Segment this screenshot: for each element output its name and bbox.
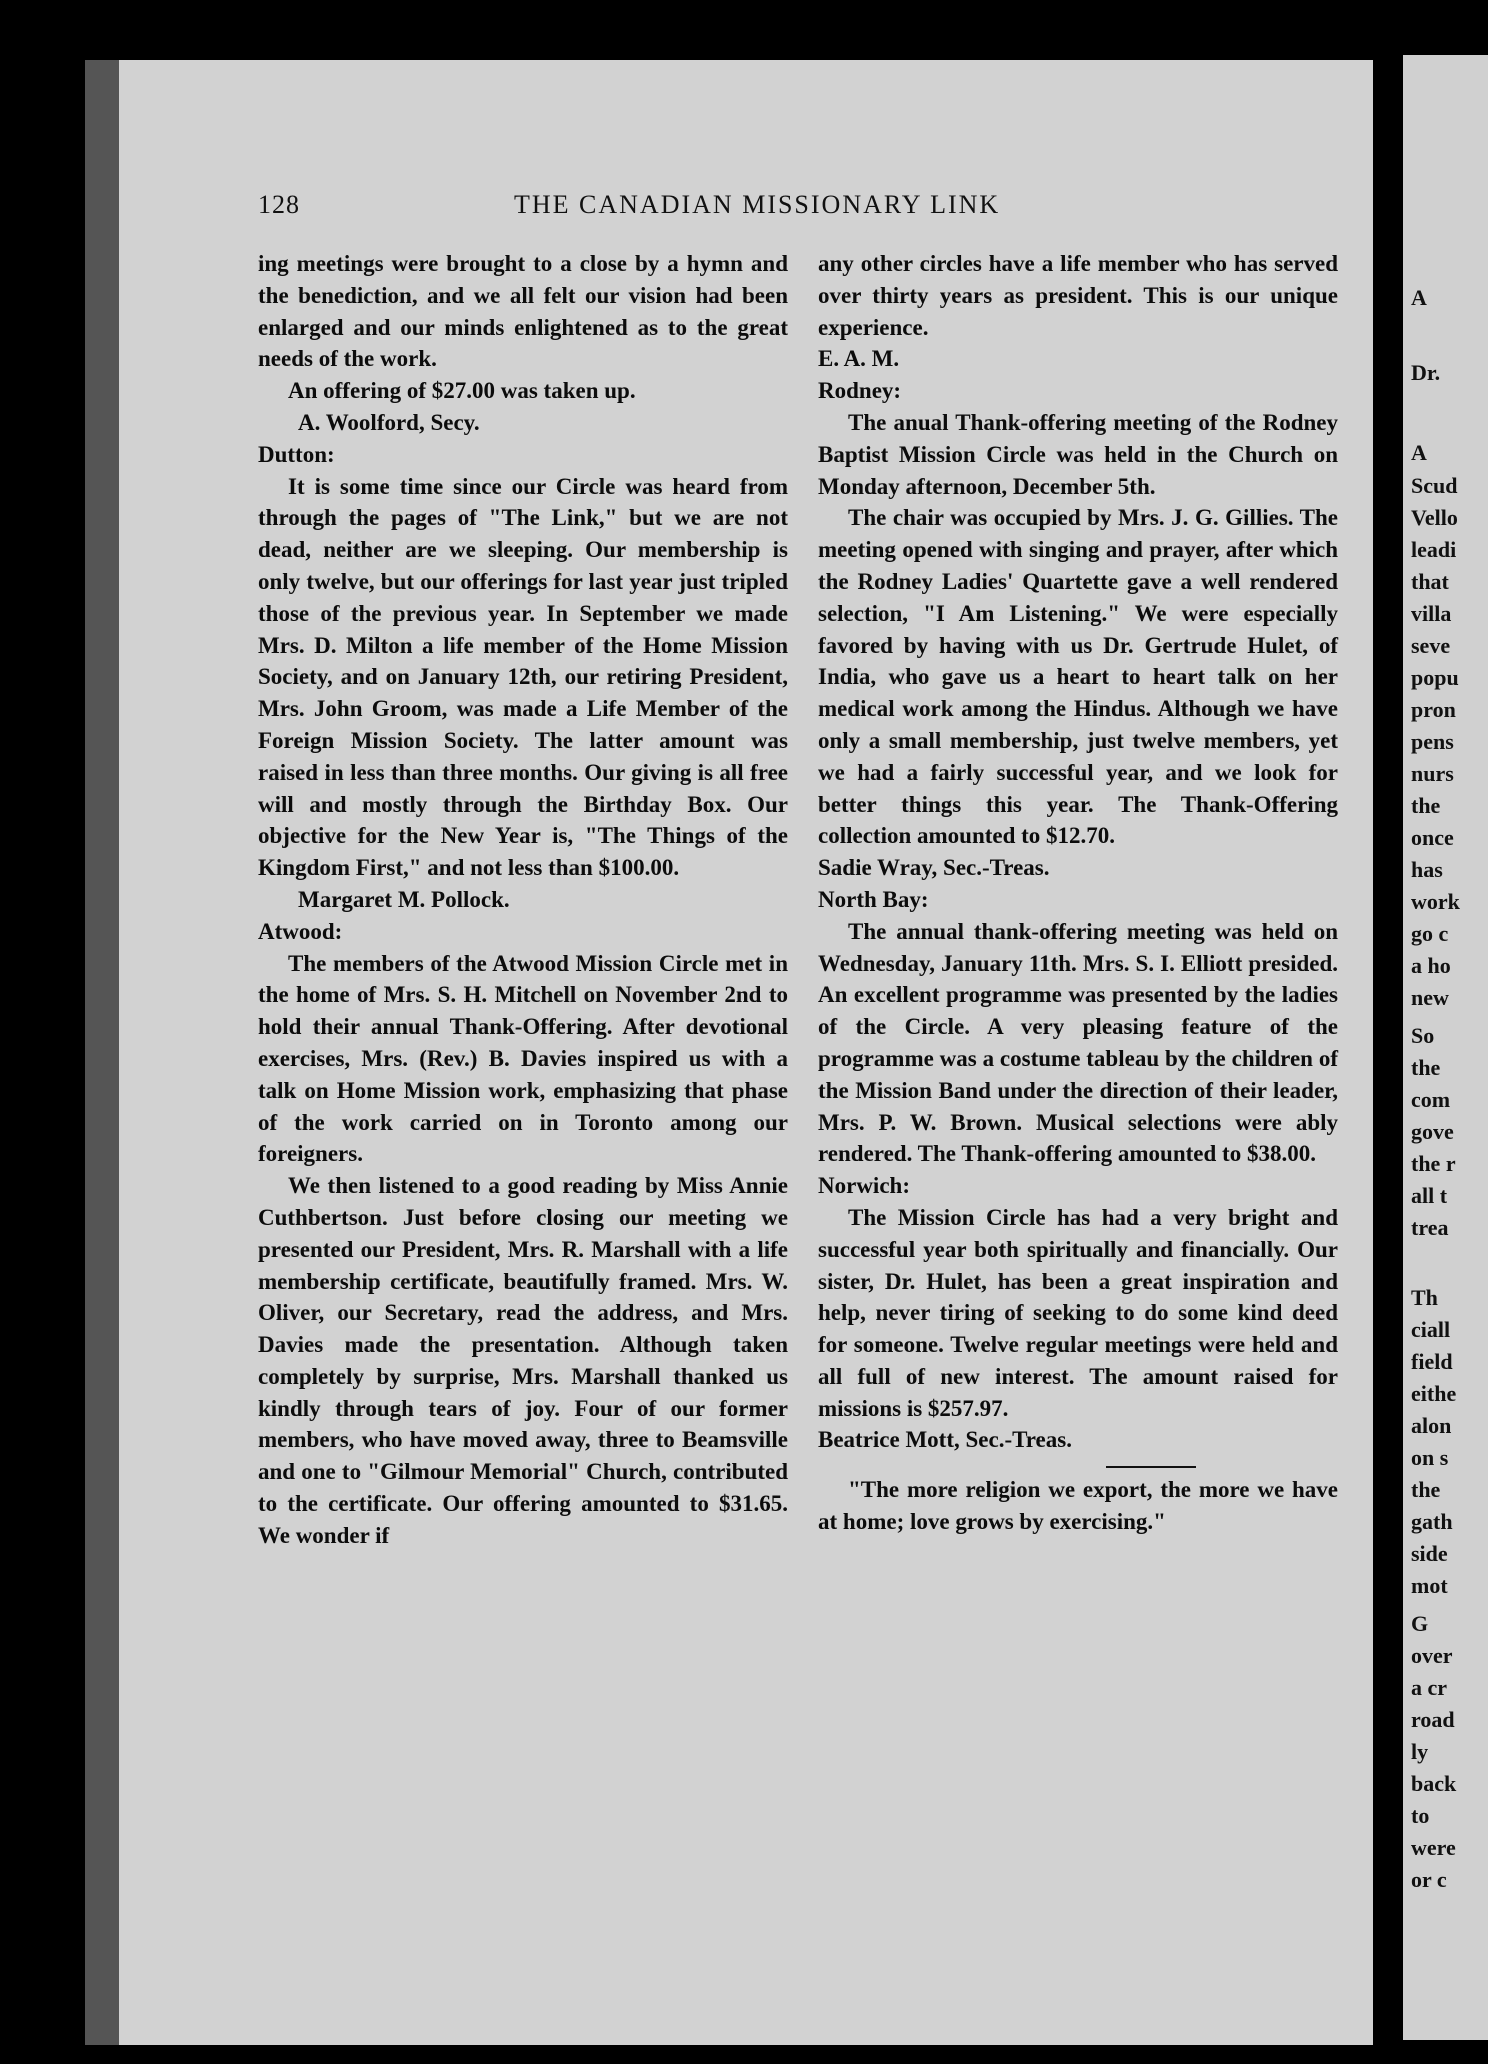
next-page-fragment: Vello [1411,505,1458,530]
next-page-fragment: nurs [1411,761,1454,786]
section-heading-north-bay: North Bay: [818,886,929,912]
next-page-fragment: villa [1411,601,1452,626]
next-page-fragment: gove [1411,1119,1454,1144]
next-page-fragment: mot [1411,1573,1448,1598]
journal-title: THE CANADIAN MISSIONARY LINK [514,190,1001,219]
next-page-edge [1403,55,1488,2040]
next-page-fragment: A [1411,440,1427,465]
next-page-fragment: go c [1411,921,1449,946]
next-page-fragment: the r [1411,1151,1456,1176]
signature-wray: Sadie Wray, Sec.-Treas. [818,855,1050,881]
next-page-fragment: A [1411,285,1427,310]
next-page-fragment: ly [1411,1739,1429,1764]
divider-rule [1106,1466,1196,1468]
next-page-fragment: seve [1411,633,1451,658]
rodney-report-2: The chair was occupied by Mrs. J. G. Gillies. The meeting opened with singing and prayer, after which the Rodney Ladies' Quartette gave a well rendered selection, "I Am Listening." We were especially favored by having with us Dr. Gertrude Hulet, of India, who gave us a heart to heart talk on her medical work among the Hindus. Although we have only a small membership, just twelve members, yet we had a fairly successful year, and we look for better things this year. The Thank-Offering collection amounted to $12.70. [818,505,1338,849]
next-page-fragment: new [1411,985,1449,1010]
next-page-fragment: pens [1411,729,1454,754]
rodney-report-1: The anual Thank-offering meeting of the Rodney Baptist Mission Circle was held in the Church on Monday afternoon, December 5th. [818,409,1338,499]
page-number: 128 [258,190,300,219]
next-page-fragment: a cr [1411,1675,1448,1700]
next-page-fragment: alon [1411,1413,1452,1438]
signature-pollock: Margaret M. Pollock. [298,886,510,912]
continued-paragraph-right: any other circles have a life member who has served over thirty years as president. This is our unique experience. [818,251,1338,340]
next-page-fragment: the [1411,1055,1441,1080]
north-bay-report: The annual thank-offering meeting was held on Wednesday, January 11th. Mrs. S. I. Elliott presided. An excellent programme was presented by the ladies of the Circle. A very pleasing feature of the programme was a costume tableau by the children of the Mission Band under the direction of their leader, Mrs. P. W. Brown. Musical selections were ably rendered. The Thank-offering amounted to $38.00. [818,918,1338,1167]
next-page-fragment: side [1411,1541,1448,1566]
left-column [258,248,788,1552]
running-header [258,190,1338,226]
next-page-fragment: back [1411,1771,1457,1796]
next-page-fragment: to [1411,1803,1430,1828]
next-page-fragment: that [1411,569,1449,594]
dutton-report: It is some time since our Circle was heard from through the pages of "The Link," but we are not dead, neither are we sleeping. Our membership is only twelve, but our offerings for last year just tripled those of the previous year. In September we made Mrs. D. Milton a life member of the Home Mission Society, and on January 12th, our retiring President, Mrs. John Groom, was made a Life Member of the Foreign Mission Society. The latter amount was raised in less than three months. Our giving is all free will and mostly through the Birthday Box. Our objective for the New Year is, "The Things of the Kingdom First," and not less than $100.00. [258,473,788,881]
next-page-fragment: ciall [1411,1317,1451,1342]
next-page-fragment: were [1411,1835,1456,1860]
section-heading-rodney: Rodney: [818,378,902,404]
next-page-fragment: pron [1411,697,1456,722]
next-page-fragment: road [1411,1707,1455,1732]
signature-mott: Beatrice Mott, Sec.-Treas. [818,1427,1072,1453]
next-page-fragment: G [1411,1611,1429,1636]
section-heading-norwich: Norwich: [818,1173,910,1199]
next-page-fragment: work [1411,889,1460,914]
page-gutter [1373,0,1403,2064]
next-page-fragment: has [1411,857,1443,882]
next-page-fragment: or c [1411,1867,1447,1892]
atwood-report-1: The members of the Atwood Mission Circle met in the home of Mrs. S. H. Mitchell on November 2nd to hold their annual Thank-Offering. After devotional exercises, Mrs. (Rev.) B. Davies inspired us with a talk on Home Mission work, emphasizing that phase of the work carried on in Toronto among our foreigners. [258,950,788,1167]
signature-eam: E. A. M. [818,346,900,372]
next-page-fragment: the [1411,1477,1441,1502]
next-page-fragment: Th [1411,1285,1438,1310]
offering-line: An offering of $27.00 was taken up. [288,378,636,404]
next-page-fragment: leadi [1411,537,1457,562]
next-page-fragment: once [1411,825,1454,850]
next-page-fragment: eithe [1411,1381,1457,1406]
next-page-fragment: gath [1411,1509,1453,1534]
next-page-fragment: com [1411,1087,1451,1112]
next-page-fragment: over [1411,1643,1453,1668]
right-column [818,248,1338,1538]
section-heading-atwood: Atwood: [258,918,343,944]
next-page-fragment: on s [1411,1445,1449,1470]
next-page-fragment: all t [1411,1183,1448,1208]
atwood-report-2: We then listened to a good reading by Miss Annie Cuthbertson. Just before closing our meeting we presented our President, Mrs. R. Marshall with a life membership certificate, beautifully framed. Mrs. W. Oliver, our Secretary, read the address, and Mrs. Davies made the presentation. Although taken completely by surprise, Mrs. Marshall thanked us kindly through tears of joy. Four of our former members, who have moved away, three to Beamsville and one to "Gilmour Memorial" Church, contributed to the certificate. Our offering amounted to $31.65. We wonder if [258,1173,788,1548]
next-page-fragment: Scud [1411,473,1458,498]
continued-paragraph: ing meetings were brought to a close by a hymn and the benediction, and we all felt our vision had been enlarged and our minds enlightened as to the great needs of the work. [258,251,788,372]
book-binding [85,60,119,2045]
section-heading-dutton: Dutton: [258,441,335,467]
signature-woolford: A. Woolford, Secy. [298,409,480,435]
next-page-fragment: Dr. [1411,360,1441,385]
next-page-fragment: trea [1411,1215,1449,1240]
next-page-fragment: popu [1411,665,1459,690]
next-page-fragment: field [1411,1349,1453,1374]
next-page-fragment: the [1411,793,1441,818]
norwich-report: The Mission Circle has had a very bright and successful year both spiritually and financially. Our sister, Dr. Hulet, has been a great inspiration and help, never tiring of seeking to do some kind deed for someone. Twelve regular meetings were held and all full of new interest. The amount raised for missions is $257.97. [818,1204,1338,1421]
closing-quote: "The more religion we export, the more we have at home; love grows by exercising." [818,1477,1338,1535]
next-page-fragment: a ho [1411,953,1451,978]
next-page-fragment: So [1411,1023,1435,1048]
